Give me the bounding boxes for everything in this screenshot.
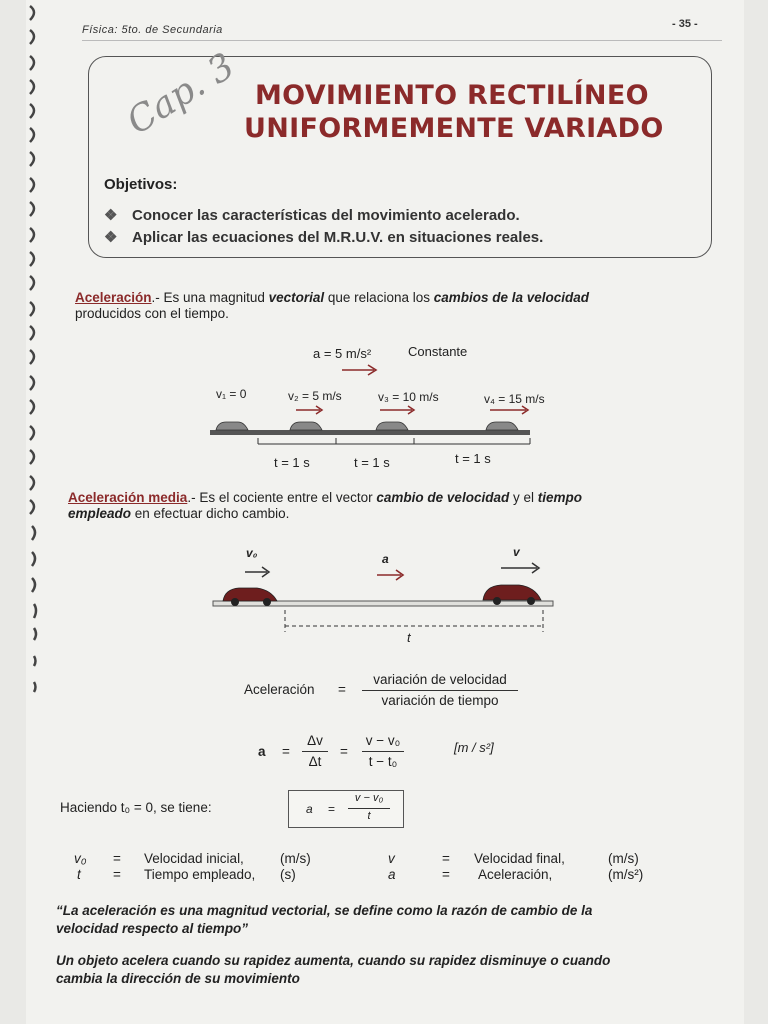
legend-symbol: a [388, 867, 396, 882]
legend-unit: (m/s²) [608, 867, 644, 882]
formula1-left: Aceleración [244, 682, 315, 697]
objective-item [104, 228, 543, 246]
formula2-a: a [258, 744, 266, 759]
boxed-denominator: t [367, 810, 371, 822]
fraction-line [302, 751, 328, 752]
quote-line: cambia la dirección de su movimiento [56, 971, 300, 986]
text-segment: y el [509, 490, 538, 505]
legend-unit: (s) [280, 867, 296, 882]
legend-equals: = [113, 851, 121, 866]
formula2-den1: Δt [308, 754, 322, 769]
chapter-tag: Cap. 3 [120, 45, 242, 143]
header-divider [82, 40, 722, 41]
acceleration-label: a = 5 m/s² [313, 346, 372, 361]
aceleracion-term: Aceleración [75, 290, 152, 305]
text-segment: en efectuar dicho cambio. [131, 506, 290, 521]
fraction-line [362, 751, 404, 752]
formula2-den2: t − t₀ [368, 754, 398, 769]
objectives-heading: Objetivos: [104, 176, 178, 193]
formula2-num2: v − v₀ [365, 733, 401, 748]
formula2-unit: [m / s²] [454, 740, 494, 755]
cambio-term: cambio de velocidad [376, 490, 510, 505]
formula2-equals: = [282, 744, 290, 759]
text-segment: Es el cociente entre el vector [199, 490, 377, 505]
quote-acceleration [56, 952, 610, 988]
quote-definition [56, 902, 592, 938]
legend-unit: (m/s) [608, 851, 639, 866]
quote-line: velocidad respecto al tiempo” [56, 921, 249, 936]
text-segment: producidos con el tiempo. [75, 306, 229, 321]
acceleration-arrow-icon [340, 362, 380, 376]
chapter-title-line1: MOVIMIENTO RECTILÍNEO [255, 80, 649, 111]
legend-symbol: v [388, 851, 395, 866]
boxed-numerator: v − v₀ [354, 792, 384, 804]
aceleracion-media-definition [68, 490, 718, 522]
time-label: t = 1 s [455, 451, 491, 466]
text-segment: que relaciona los [324, 290, 434, 305]
track-diagram [200, 400, 540, 450]
empleado-term: empleado [68, 506, 132, 521]
legend-description: Aceleración, [478, 867, 553, 882]
a-label: a [382, 552, 389, 566]
fraction-line [362, 690, 518, 691]
boxed-a: a [306, 802, 313, 816]
v2-label: v₂ = 5 m/s [288, 389, 342, 403]
t-label: t [407, 630, 411, 645]
tiempo-term: tiempo [537, 490, 582, 505]
diamond-bullet-icon: ❖ [104, 229, 118, 246]
v4-label: v₄ = 15 m/s [484, 392, 545, 406]
v0-label: v₀ [246, 546, 258, 560]
road-diagram [205, 560, 565, 650]
legend-symbol: v₀ [74, 851, 87, 866]
formula1-equals: = [338, 682, 346, 697]
v3-label: v₃ = 10 m/s [378, 390, 439, 404]
aceleracion-media-term: Aceleración media [68, 490, 188, 505]
legend-unit: (m/s) [280, 851, 311, 866]
time-label: t = 1 s [274, 455, 310, 470]
cambios-term: cambios de la velocidad [433, 290, 590, 305]
course-header: Física: 5to. de Secundaria [82, 24, 223, 36]
legend-equals: = [442, 851, 450, 866]
legend-symbol: t [77, 867, 81, 882]
quote-line: “La aceleración es una magnitud vectorial, se define como la razón de cambio de la [56, 903, 593, 918]
haciendo-text: Haciendo t₀ = 0, se tiene: [60, 800, 212, 815]
v-label: v [513, 545, 520, 559]
quote-line: Un objeto acelera cuando su rapidez aumenta, cuando su rapidez disminuye o cuando [56, 953, 611, 968]
fraction-line [348, 808, 390, 809]
formula2-num1: Δv [307, 733, 323, 748]
boxed-equals: = [328, 802, 336, 816]
legend-equals: = [442, 867, 450, 882]
legend-description: Velocidad inicial, [144, 851, 244, 866]
time-label: t = 1 s [354, 455, 390, 470]
legend-description: Tiempo empleado, [144, 867, 256, 882]
objective-text: Conocer las características del movimiento acelerado. [132, 207, 520, 224]
car-icon [216, 422, 518, 430]
constant-label: Constante [408, 344, 468, 359]
diamond-bullet-icon: ❖ [104, 207, 118, 224]
v1-label: v₁ = 0 [216, 387, 247, 401]
separator: .- [187, 490, 200, 505]
objective-text: Aplicar las ecuaciones del M.R.U.V. en situaciones reales. [132, 229, 544, 246]
text-segment: Es una magnitud [163, 290, 269, 305]
formula1-denominator: variación de tiempo [381, 693, 499, 708]
objective-item [104, 206, 520, 224]
formula1-numerator: variación de velocidad [373, 672, 507, 687]
page-number: - 35 - [672, 18, 698, 30]
legend-description: Velocidad final, [474, 851, 565, 866]
formula2-equals: = [340, 744, 348, 759]
binder-rings [0, 0, 40, 1024]
aceleracion-definition [75, 290, 715, 322]
vectorial-term: vectorial [268, 290, 325, 305]
chapter-title-line2: UNIFORMEMENTE VARIADO [244, 113, 664, 144]
separator: .- [151, 290, 164, 305]
legend-equals: = [113, 867, 121, 882]
